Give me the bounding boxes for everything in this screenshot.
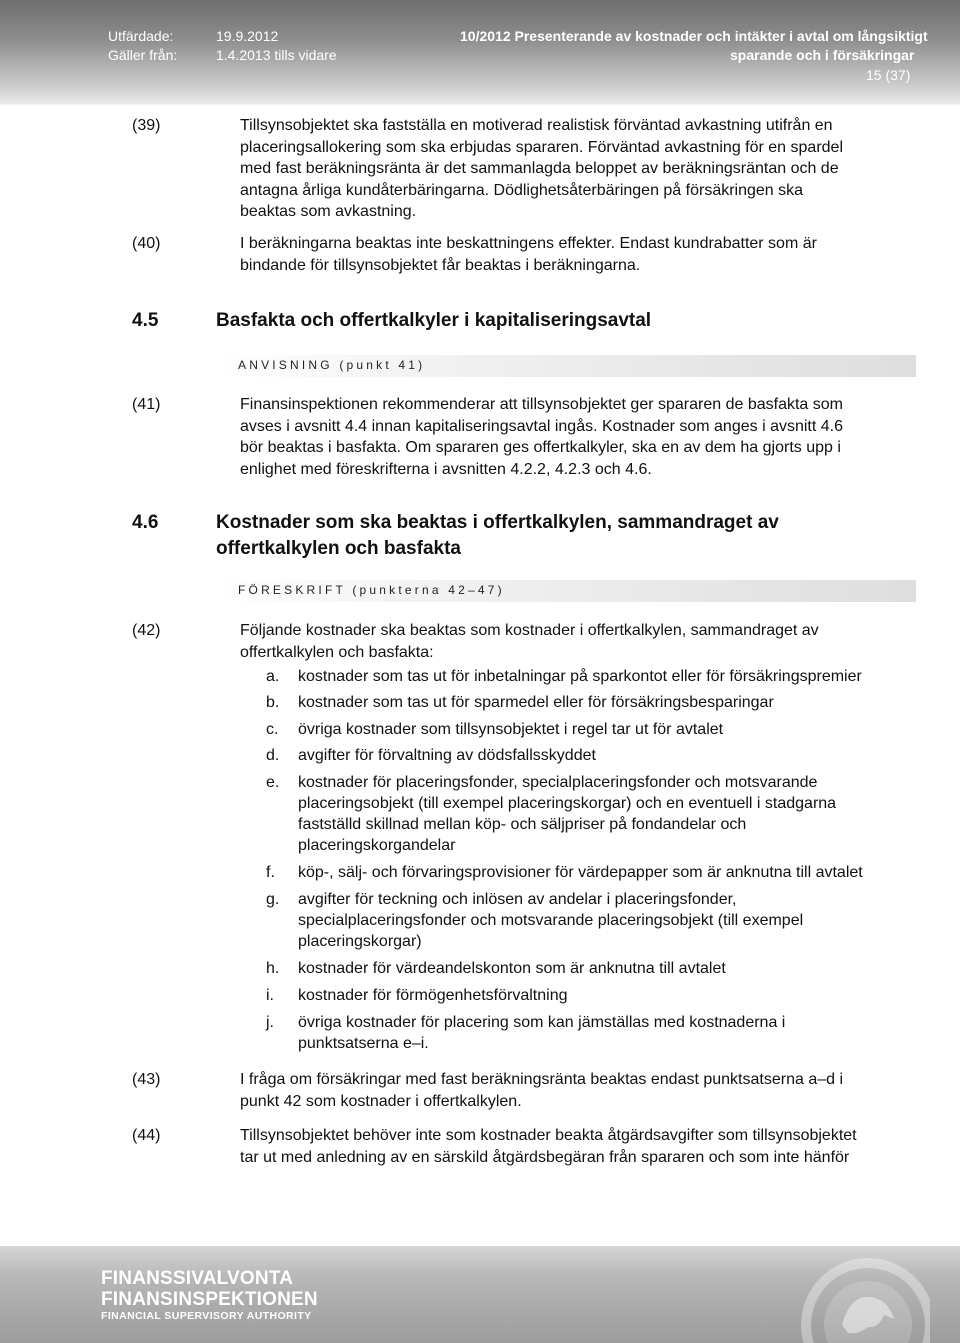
- text-line: enlighet med föreskrifterna i avsnitten 4.2.2, 4.2.3 och 4.6.: [240, 460, 652, 478]
- list-letter: i.: [266, 987, 274, 1004]
- list-text: kostnader för värdeandelskonton som är anknutna till avtalet: [298, 960, 726, 977]
- list-letter: a.: [266, 668, 280, 685]
- list-letter: g.: [266, 891, 280, 908]
- text-line: punkt 42 som kostnader i offertkalkylen.: [240, 1092, 522, 1110]
- paragraph-43: [240, 1069, 920, 1112]
- section-number: 4.5: [132, 310, 159, 331]
- valid-date: 1.4.2013 tills vidare: [216, 47, 337, 63]
- text-line: offertkalkylen och basfakta:: [240, 643, 434, 661]
- list-text: avgifter för förvaltning av dödsfallsskyddet: [298, 747, 596, 764]
- list-letter: f.: [266, 864, 275, 881]
- section-number: 4.6: [132, 512, 159, 533]
- lion-seal-icon: [798, 1255, 930, 1343]
- section-title-line: offertkalkylen och basfakta: [216, 538, 461, 559]
- list-letter: e.: [266, 774, 280, 791]
- guideline-band-label: ANVISNING (punkt 41): [238, 358, 426, 372]
- valid-label: Gäller från:: [108, 47, 178, 63]
- paragraph-number: (40): [132, 235, 161, 252]
- paragraph-42: [240, 620, 920, 663]
- header-rule: [0, 104, 960, 106]
- section-title: [216, 308, 916, 334]
- list-letter: j.: [266, 1014, 274, 1031]
- paragraph-number: (41): [132, 396, 161, 413]
- authority-logo: [101, 1268, 318, 1323]
- paragraph-number: (43): [132, 1071, 161, 1088]
- list-text: övriga kostnader för placering som kan jämställas med kostnaderna i: [298, 1014, 786, 1031]
- list-text: övriga kostnader som tillsynsobjektet i regel tar ut för avtalet: [298, 721, 724, 738]
- paragraph-number: (44): [132, 1127, 161, 1144]
- logo-line-finnish: FINANSSIVALVONTA: [101, 1268, 294, 1289]
- text-line: bindande för tillsynsobjektet får beaktas i beräkningarna.: [240, 256, 641, 274]
- list-text: kostnader för förmögenhetsförvaltning: [298, 987, 568, 1004]
- text-line: Följande kostnader ska beaktas som kostnader i offertkalkylen, sammandraget av: [240, 622, 819, 639]
- list-text: avgifter för teckning och inlösen av andelar i placeringsfonder,: [298, 891, 737, 908]
- text-line: tar ut med anledning av en särskild åtgärdsbegäran från spararen och som inte hänför: [240, 1148, 850, 1166]
- list-text: fastställd skillnad mellan köp- och säljpriser på fondandelar och: [298, 816, 747, 833]
- list-letter: b.: [266, 694, 280, 711]
- text-line: Tillsynsobjektet behöver inte som kostnader beakta åtgärdsavgifter som tillsynsobjektet: [240, 1127, 857, 1144]
- paragraph-39: [240, 115, 920, 223]
- text-line: bör beaktas i basfakta. Om spararen ges offertkalkyler, ska en av dem ha gjorts upp i: [240, 439, 841, 456]
- document-title-line2: sparande och i försäkringar: [730, 47, 915, 63]
- paragraph-40: [240, 233, 920, 276]
- guideline-band: [216, 355, 916, 377]
- text-line: antagna årliga kundåterbäringarna. Dödlighetsåterbäringen på försäkringen ska: [240, 181, 804, 199]
- section-title: [216, 510, 916, 562]
- page-number: 15 (37): [866, 67, 911, 83]
- list-text: placeringskorgandelar: [298, 837, 456, 854]
- list-letter: d.: [266, 747, 280, 764]
- text-line: med fast beräkningsränta är det sammanlagda beloppet av beräkningsräntan och de: [240, 160, 839, 177]
- text-line: avses i avsnitt 4.4 innan kapitaliseringsavtal ingås. Kostnader som anges i avsnitt 4.6: [240, 417, 843, 435]
- list-text: köp-, sälj- och förvaringsprovisioner för värdepapper som är anknutna till avtalet: [298, 864, 863, 881]
- list-text: specialplaceringsfonder och motsvarande placeringsobjekt (till exempel: [298, 912, 804, 929]
- text-line: Finansinspektionen rekommenderar att tillsynsobjektet ger spararen de basfakta som: [240, 396, 843, 413]
- regulation-band-label: FÖRESKRIFT (punkterna 42–47): [238, 583, 505, 597]
- paragraph-41: [240, 394, 920, 480]
- list-text: kostnader för placeringsfonder, specialplaceringsfonder och motsvarande: [298, 774, 818, 791]
- text-line: Tillsynsobjektet ska fastställa en motiverad realistisk förväntad avkastning utifrån en: [240, 117, 833, 134]
- list-text: kostnader som tas ut för sparmedel eller för försäkringsbesparingar: [298, 694, 774, 711]
- text-line: beaktas som avkastning.: [240, 203, 417, 220]
- text-line: I fråga om försäkringar med fast beräkningsränta beaktas endast punktsatserna a–d i: [240, 1071, 844, 1088]
- regulation-band: [216, 580, 916, 602]
- list-text: punktsatserna e–i.: [298, 1035, 429, 1052]
- list-text: kostnader som tas ut för inbetalningar på sparkontot eller för försäkringspremier: [298, 668, 862, 685]
- list-text: placeringsobjekt (till exempel placeringskorgar) och en eventuell i stadgarna: [298, 795, 837, 812]
- logo-line-swedish: FINANSINSPEKTIONEN: [101, 1289, 318, 1310]
- logo-line-english: FINANCIAL SUPERVISORY AUTHORITY: [101, 1310, 312, 1322]
- text-line: I beräkningarna beaktas inte beskattningens effekter. Endast kundrabatter som är: [240, 235, 817, 252]
- list-text: placeringskorgar): [298, 933, 422, 950]
- document-title-line1: 10/2012 Presenterande av kostnader och intäkter i avtal om långsiktigt: [460, 28, 928, 44]
- paragraph-number: (39): [132, 117, 161, 134]
- paragraph-number: (42): [132, 622, 161, 639]
- section-title-line: Basfakta och offertkalkyler i kapitaliseringsavtal: [216, 310, 652, 331]
- section-title-line: Kostnader som ska beaktas i offertkalkylen, sammandraget av: [216, 512, 779, 533]
- issued-date: 19.9.2012: [216, 28, 279, 44]
- paragraph-44: [240, 1125, 920, 1168]
- issued-label: Utfärdade:: [108, 28, 174, 44]
- list-letter: h.: [266, 960, 280, 977]
- text-line: placeringsallokering som ska erbjudas spararen. Förväntad avkastning för en spardel: [240, 138, 843, 156]
- list-letter: c.: [266, 721, 279, 738]
